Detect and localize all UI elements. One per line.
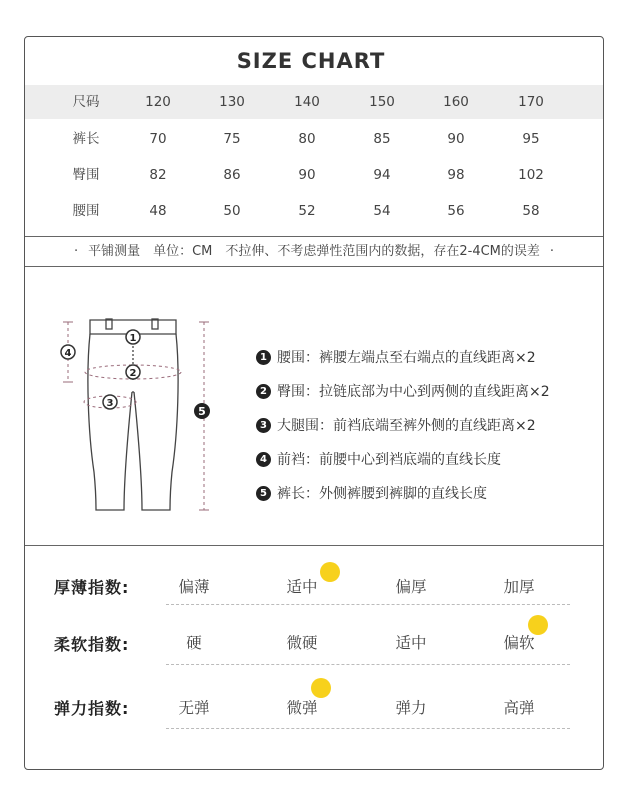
table-cell: 90: [447, 131, 465, 147]
table-cell: 80: [298, 131, 316, 147]
table-cell: 82: [149, 167, 167, 183]
table-cell: 102: [518, 167, 544, 183]
number-badge: 3: [256, 418, 271, 433]
elasticity-option: 高弹: [503, 699, 535, 717]
row-label: 裤长: [72, 131, 100, 147]
measurement-note: [25, 238, 603, 266]
table-cell: 75: [223, 131, 241, 147]
measurement-list: [256, 340, 550, 510]
softness-option: 适中: [395, 634, 427, 652]
thickness-option: 偏厚: [395, 578, 427, 596]
table-row-waist: [25, 194, 603, 228]
list-item: [256, 374, 550, 408]
table-cell: 95: [522, 131, 540, 147]
elasticity-index-label: 弹力指数:: [54, 699, 130, 718]
size-cell: 160: [443, 94, 469, 110]
dashed-divider: [166, 728, 570, 729]
measurement-text: 大腿围：前裆底端至裤外侧的直线距离×2: [277, 418, 536, 434]
svg-text:2: 2: [129, 368, 137, 379]
elasticity-option: 微弹: [286, 699, 318, 717]
svg-text:5: 5: [198, 405, 206, 418]
svg-text:1: 1: [129, 333, 137, 344]
size-cell: 130: [219, 94, 245, 110]
selected-marker-icon: [311, 678, 331, 698]
table-cell: 58: [522, 203, 540, 219]
row-label: 腰围: [72, 203, 100, 219]
size-header-label: 尺码: [72, 94, 100, 110]
table-cell: 70: [149, 131, 167, 147]
size-cell: 150: [369, 94, 395, 110]
pants-diagram: [52, 312, 222, 524]
size-cell: 170: [518, 94, 544, 110]
thickness-option: 偏薄: [178, 578, 210, 596]
table-cell: 90: [298, 167, 316, 183]
table-cell: 98: [447, 167, 465, 183]
bullet: ·: [73, 244, 79, 259]
marker-4: [61, 345, 75, 359]
softness-option: 硬: [186, 634, 202, 652]
number-badge: 5: [256, 486, 271, 501]
row-label: 臀围: [72, 167, 100, 183]
number-badge: 1: [256, 350, 271, 365]
elasticity-option: 弹力: [395, 699, 427, 717]
bullet: ·: [549, 244, 555, 259]
table-cell: 48: [149, 203, 167, 219]
list-item: [256, 476, 550, 510]
softness-option: 微硬: [286, 634, 318, 652]
divider: [25, 266, 603, 267]
thickness-option: 加厚: [503, 578, 535, 596]
size-header-row: [25, 85, 603, 119]
note-text: 平铺测量 单位：CM 不拉伸、不考虑弹性范围内的数据，存在2-4CM的误差: [88, 244, 540, 259]
marker-3: [103, 395, 117, 409]
table-cell: 52: [298, 203, 316, 219]
divider: [25, 236, 603, 237]
list-item: [256, 408, 550, 442]
table-cell: 85: [373, 131, 391, 147]
table-cell: 56: [447, 203, 465, 219]
marker-1: [126, 330, 140, 344]
table-row-length: [25, 122, 603, 156]
number-badge: 4: [256, 452, 271, 467]
number-badge: 2: [256, 384, 271, 399]
elasticity-option: 无弹: [178, 699, 210, 717]
dashed-divider: [166, 664, 570, 665]
table-cell: 86: [223, 167, 241, 183]
measurement-text: 裤长：外侧裤腰到裤脚的直线长度: [277, 486, 487, 502]
table-row-hip: [25, 158, 603, 192]
size-cell: 140: [294, 94, 320, 110]
thickness-option: 适中: [286, 578, 318, 596]
marker-2: [126, 365, 140, 379]
thickness-index-label: 厚薄指数:: [54, 578, 130, 597]
marker-5: [194, 403, 210, 419]
dashed-divider: [166, 604, 570, 605]
size-cell: 120: [145, 94, 171, 110]
measurement-text: 腰围：裤腰左端点至右端点的直线距离×2: [277, 350, 536, 366]
size-chart-title: SIZE CHART: [236, 49, 386, 73]
softness-option: 偏软: [503, 634, 535, 652]
table-cell: 50: [223, 203, 241, 219]
table-cell: 54: [373, 203, 391, 219]
svg-text:4: 4: [64, 348, 72, 359]
list-item: [256, 340, 550, 374]
measurement-text: 前裆：前腰中心到裆底端的直线长度: [277, 452, 501, 468]
table-cell: 94: [373, 167, 391, 183]
softness-index-label: 柔软指数:: [54, 635, 130, 654]
divider: [25, 545, 603, 546]
measurement-text: 臀围：拉链底部为中心到两侧的直线距离×2: [277, 384, 550, 400]
list-item: [256, 442, 550, 476]
svg-text:3: 3: [106, 398, 114, 409]
